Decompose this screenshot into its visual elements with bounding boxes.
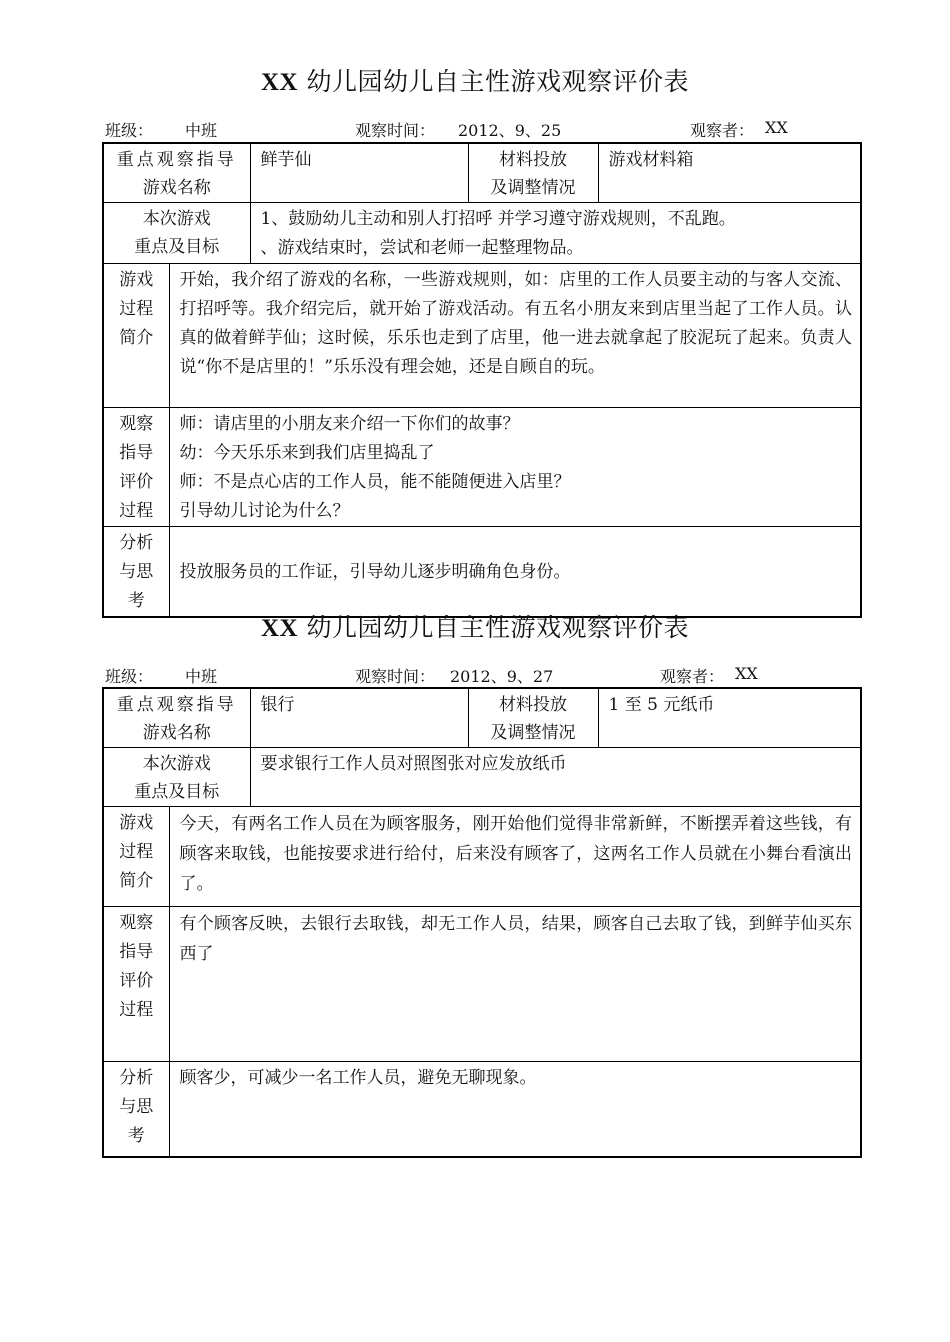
sheet2-row-game: [103, 688, 861, 748]
sheet1-goal-label: 本次游戏 重点及目标: [103, 203, 250, 264]
sheet2-row-goal: [103, 748, 861, 807]
sheet1-class-value: 中班: [185, 121, 218, 140]
sheet1-observe-text: 师：请店里的小朋友来介绍一下你们的故事？ 幼：今天乐乐来到我们店里捣乱了 师：不是点心店的工作人员，能不能随便进入店里？ 引导幼儿讨论为什么？: [169, 408, 861, 527]
sheet1-analysis-text: 投放服务员的工作证，引导幼儿逐步明确角色身份。: [169, 527, 861, 618]
sheet2-game-name-value: 银行: [250, 688, 468, 748]
sheet1-analysis-label: 分析 与思 考: [103, 527, 169, 618]
sheet2-process-label: 游戏 过程 简介: [103, 807, 169, 907]
sheet2-time-value: 2012、9、27: [450, 667, 554, 686]
sheet2-title: [0, 608, 950, 644]
sheet2-game-name-label: 重点观察指导 游戏名称: [103, 688, 250, 748]
sheet2-process-text: 今天，有两名工作人员在为顾客服务，刚开始他们觉得非常新鲜，不断摆弄着这些钱，有顾客来取钱，也能按要求进行给付，后来没有顾客了，这两名工作人员就在小舞台看演出了。: [169, 807, 861, 907]
sheet2-row-observe: [103, 907, 861, 1062]
sheet1-time-label: 观察时间：: [355, 121, 436, 140]
sheet2-observe-label: 观察 指导 评价 过程: [103, 907, 169, 1062]
sheet2-time-label: 观察时间：: [355, 667, 436, 686]
sheet2-observer-label: 观察者：: [660, 667, 725, 686]
sheet2-title-text: 幼儿园幼儿自主性游戏观察评价表: [298, 613, 690, 642]
sheet1-title: [0, 62, 950, 98]
sheet1-meta-row: [105, 118, 865, 140]
sheet2-observer-value: XX: [735, 664, 758, 683]
sheet2-table: [102, 687, 862, 1158]
sheet2-class-label: 班级：: [105, 667, 154, 686]
sheet2-material-value: 1 至 5 元纸币: [598, 688, 861, 748]
sheet1-time-value: 2012、9、25: [458, 121, 562, 140]
sheet2-goal-label: 本次游戏 重点及目标: [103, 748, 250, 807]
sheet2-meta-row: [105, 664, 865, 686]
sheet2-goal-value: 要求银行工作人员对照图张对应发放纸币: [250, 748, 861, 807]
sheet1-row-observe: [103, 408, 861, 527]
sheet1-title-text: 幼儿园幼儿自主性游戏观察评价表: [298, 67, 690, 96]
sheet1-class-label: 班级：: [105, 121, 154, 140]
sheet1-process-text: 开始，我介绍了游戏的名称，一些游戏规则，如：店里的工作人员要主动的与客人交流、打招呼等。我介绍完后，就开始了游戏活动。有五名小朋友来到店里当起了工作人员。认真的做着鲜芋仙；这时候，乐乐也走到了店里，他一进去就拿起了胶泥玩了起来。负责人说“你不是店里的！”乐乐没有理会她，还是自顾自的玩。: [169, 264, 861, 408]
sheet1-game-name-label: 重点观察指导 游戏名称: [103, 143, 250, 203]
sheet1-row-analysis: [103, 527, 861, 618]
sheet1-row-process: [103, 264, 861, 408]
sheet2-analysis-label: 分析 与思 考: [103, 1062, 169, 1157]
sheet1-observe-label: 观察 指导 评价 过程: [103, 408, 169, 527]
sheet1-game-name-value: 鲜芋仙: [250, 143, 468, 203]
sheet1-observer-value: XX: [765, 118, 788, 137]
sheet1-goal-value: 1、鼓励幼儿主动和别人打招呼 并学习遵守游戏规则，不乱跑。 、游戏结束时，尝试和老师一起整理物品。: [250, 203, 861, 264]
sheet2-row-process: [103, 807, 861, 907]
sheet2-title-prefix: XX: [260, 615, 299, 642]
sheet2-observe-text: 有个顾客反映，去银行去取钱，却无工作人员，结果，顾客自己去取了钱，到鲜芋仙买东西了: [169, 907, 861, 1062]
sheet1-material-value: 游戏材料箱: [598, 143, 861, 203]
sheet1-table: [102, 142, 862, 618]
sheet2-class-value: 中班: [185, 667, 218, 686]
sheet1-row-game: [103, 143, 861, 203]
sheet1-title-prefix: XX: [260, 69, 299, 96]
sheet2-analysis-text: 顾客少，可减少一名工作人员，避免无聊现象。: [169, 1062, 861, 1157]
sheet1-process-label: 游戏 过程 简介: [103, 264, 169, 408]
sheet2-row-analysis: [103, 1062, 861, 1157]
sheet2-material-label: 材料投放 及调整情况: [468, 688, 598, 748]
sheet1-observer-label: 观察者：: [690, 121, 755, 140]
sheet1-material-label: 材料投放 及调整情况: [468, 143, 598, 203]
sheet1-row-goal: [103, 203, 861, 264]
